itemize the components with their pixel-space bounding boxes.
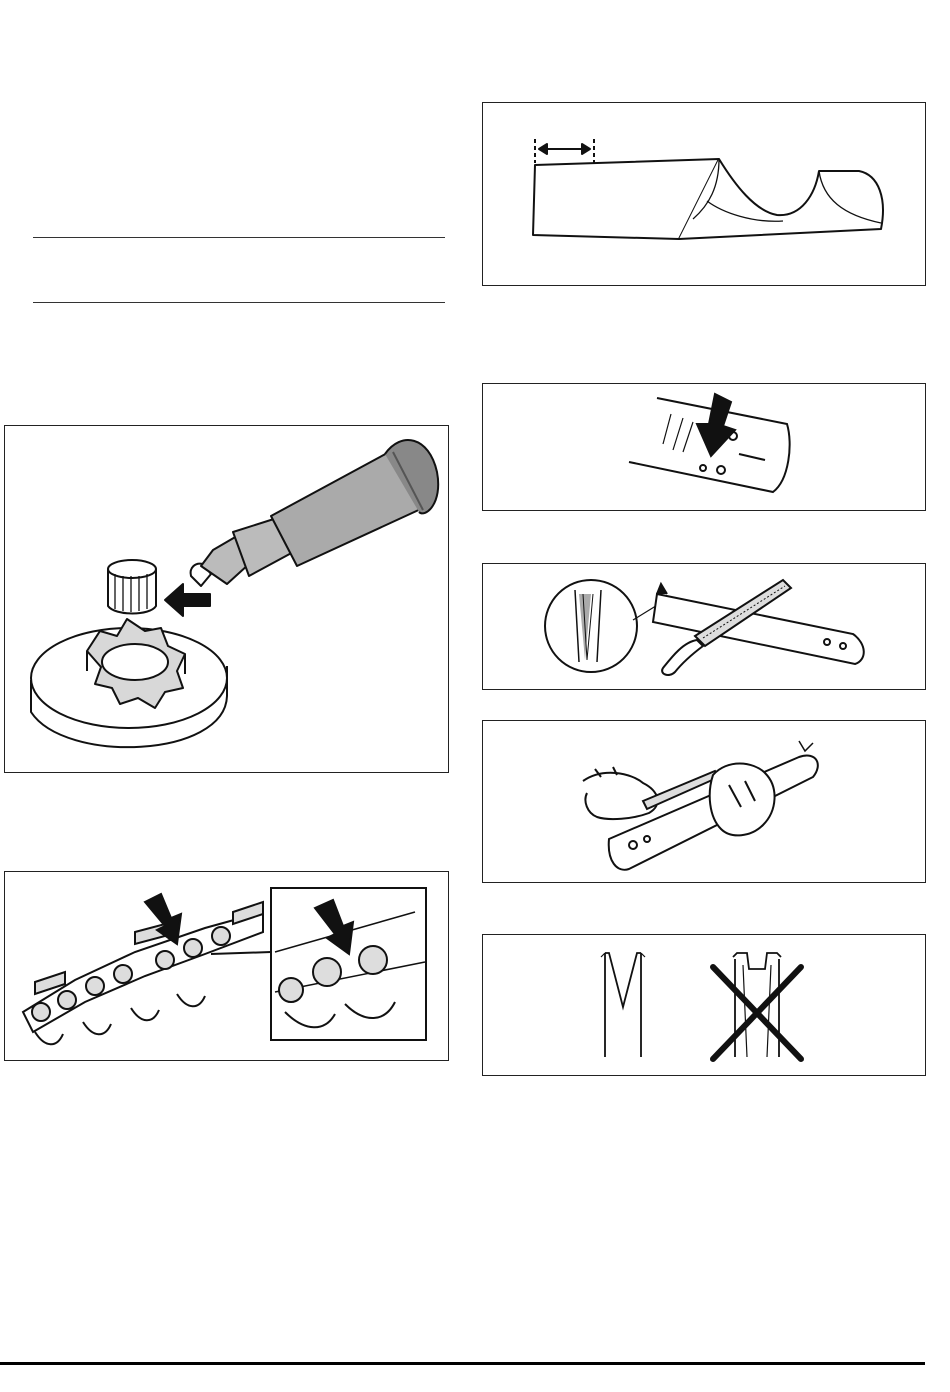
figure-bar-deburring <box>482 720 926 883</box>
section-divider-bottom <box>33 302 445 303</box>
page-footer-rule <box>0 1362 925 1365</box>
figure-bar-lubrication-hole <box>482 383 926 511</box>
chain-drive-link-icon <box>5 872 449 1061</box>
bar-deburring-hands-icon <box>483 721 926 883</box>
figure-groove-correct-incorrect <box>482 934 926 1076</box>
figure-bar-groove-file <box>482 563 926 690</box>
grease-gun-needle-bearing-icon <box>5 426 449 773</box>
figure-chain-drive-link <box>4 871 449 1061</box>
figure-grease-gun-bearing <box>4 425 449 773</box>
groove-profile-compare-icon <box>483 935 926 1076</box>
bar-groove-file-icon <box>483 564 926 690</box>
figure-depth-gauge-setting <box>482 102 926 286</box>
bar-oil-hole-icon <box>483 384 926 511</box>
depth-gauge-cutter-icon <box>483 103 926 286</box>
section-divider-top <box>33 237 445 238</box>
incorrect-cross-icon <box>713 967 801 1059</box>
